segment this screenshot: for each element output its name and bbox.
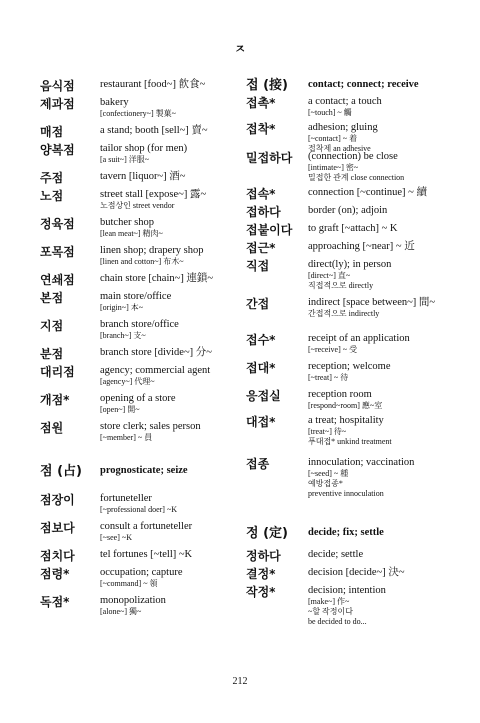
definition-text: branch store/office <box>100 319 179 330</box>
headword: 음식점 <box>40 79 75 93</box>
definition-text: agency; commercial agent <box>100 365 211 376</box>
dictionary-entry <box>40 124 236 140</box>
definition-text: tavern [liquor~] 酒~ <box>100 171 186 182</box>
headword: 정육점 <box>40 217 75 231</box>
definition-text: chain store [chain~] 連鎖~ <box>100 273 214 284</box>
definition-text: decide; fix; settle <box>308 527 384 538</box>
headword: 독점* <box>40 595 70 609</box>
section-heading <box>246 78 451 94</box>
definition-note: [branch~] 支~ <box>100 331 146 340</box>
definition-note: [agency~] 代理~ <box>100 377 155 386</box>
headword: 정 (定) <box>246 526 288 541</box>
definition-note: [~command] ~ 領 <box>100 579 158 588</box>
headword: 직접 <box>246 259 270 273</box>
headword: 접촉* <box>246 96 276 110</box>
definition-text: decision [decide~] 決~ <box>308 567 405 578</box>
definition-text: indirect [space between~] 間~ <box>308 297 436 308</box>
definition-note: [open~] 開~ <box>100 405 140 414</box>
definition-note: [~contact] ~ 着 <box>308 134 358 143</box>
dictionary-entry <box>246 360 451 383</box>
definition-note: [intimate~] 密~ <box>308 163 359 172</box>
dictionary-entry <box>246 204 451 220</box>
definition-text: linen shop; drapery shop <box>100 245 204 256</box>
headword: 접속* <box>246 187 276 201</box>
definition <box>308 388 451 411</box>
definition-text: butcher shop <box>100 217 154 228</box>
headword: 간접 <box>246 297 270 311</box>
definition-text: innoculation; vaccination <box>308 457 415 468</box>
definition-note: [origin~] 本~ <box>100 303 144 312</box>
definition <box>100 520 236 543</box>
definition-text: direct(ly); in person <box>308 259 392 270</box>
definition <box>308 332 451 355</box>
definition <box>308 548 451 564</box>
dictionary-entry <box>246 150 451 183</box>
page-header-letter: ㅈ <box>234 42 246 56</box>
definition-text: reception room <box>308 389 372 400</box>
headword: 정하다 <box>246 549 281 563</box>
definition-note: [respond~room] 應~室 <box>308 401 383 410</box>
dictionary-entry <box>40 520 236 543</box>
dictionary-entry <box>40 318 236 341</box>
definition-note: [~member] ~ 員 <box>100 433 153 442</box>
definition-text: receipt of an application <box>308 333 410 344</box>
definition <box>100 78 236 94</box>
definition <box>308 150 451 183</box>
definition <box>100 464 236 480</box>
headword: 점보다 <box>40 521 75 535</box>
definition <box>308 204 451 220</box>
dictionary-entry <box>246 332 451 355</box>
headword: 양복점 <box>40 143 75 157</box>
dictionary-entry <box>40 244 236 267</box>
headword: 분점 <box>40 347 64 361</box>
definition-text: occupation; capture <box>100 567 183 578</box>
definition-text: decision; intention <box>308 585 386 596</box>
definition-text: border (on); adjoin <box>308 205 388 216</box>
definition <box>308 296 451 319</box>
headword: 점치다 <box>40 549 75 563</box>
definition-text: approaching [~near] ~ 近 <box>308 241 415 252</box>
definition-text: restaurant [food~] 飮食~ <box>100 79 206 90</box>
headword: 포목점 <box>40 245 75 259</box>
dictionary-entry <box>40 364 236 387</box>
headword: 접붙이다 <box>246 223 293 237</box>
definition <box>100 566 236 589</box>
headword: 대접* <box>246 415 276 429</box>
definition <box>308 584 451 627</box>
dictionary-entry <box>40 216 236 239</box>
page-number: 212 <box>232 676 248 687</box>
definition-note: 밀접한 관계 close connection <box>308 173 405 182</box>
definition <box>100 364 236 387</box>
headword: 제과점 <box>40 97 75 111</box>
headword: 연쇄점 <box>40 273 75 287</box>
definition-note: [~see] ~K <box>100 533 132 542</box>
headword: 점원 <box>40 421 64 435</box>
definition <box>100 142 236 165</box>
dictionary-entry <box>246 258 451 291</box>
definition <box>308 456 451 499</box>
headword: 지점 <box>40 319 64 333</box>
dictionary-entry <box>40 170 236 186</box>
definition-text: connection [~continue] ~ 續 <box>308 187 427 198</box>
definition-note: [lean meat~] 精肉~ <box>100 229 163 238</box>
dictionary-entry <box>246 584 451 627</box>
dictionary-entry <box>40 594 236 617</box>
definition <box>308 360 451 383</box>
dictionary-entry <box>246 240 451 256</box>
dictionary-entry <box>40 392 236 415</box>
definition-text: a stand; booth [sell~] 賣~ <box>100 125 208 136</box>
definition <box>308 95 451 118</box>
definition <box>308 414 451 447</box>
section-heading <box>40 464 236 480</box>
definition-text: store clerk; sales person <box>100 421 201 432</box>
dictionary-entry <box>40 346 236 362</box>
headword: 대리점 <box>40 365 75 379</box>
definition <box>100 548 236 564</box>
dictionary-entry <box>246 95 451 118</box>
definition <box>100 188 236 211</box>
definition <box>100 96 236 119</box>
headword: 접근* <box>246 241 276 255</box>
definition-note: 접착제 an adhesive <box>308 144 371 153</box>
definition-text: reception; welcome <box>308 361 391 372</box>
definition-note: be decided to do... <box>308 617 367 626</box>
dictionary-entry <box>246 456 451 499</box>
definition-text: adhesion; gluing <box>308 122 378 133</box>
headword: 접착* <box>246 122 276 136</box>
definition-text: bakery <box>100 97 129 108</box>
headword: 본점 <box>40 291 64 305</box>
definition-note: 노점상인 street vendor <box>100 201 175 210</box>
definition <box>308 526 451 542</box>
definition <box>100 346 236 362</box>
headword: 결정* <box>246 567 276 581</box>
definition <box>100 290 236 313</box>
dictionary-entry <box>246 296 451 319</box>
definition <box>100 492 236 515</box>
headword: 접대* <box>246 361 276 375</box>
definition-text: main store/office <box>100 291 172 302</box>
definition <box>100 392 236 415</box>
definition-note: preventive innoculation <box>308 489 384 498</box>
definition <box>308 186 451 202</box>
definition-text: monopolization <box>100 595 166 606</box>
definition-text: decide; settle <box>308 549 364 560</box>
headword: 접수* <box>246 333 276 347</box>
definition-note: [make~] 作~ <box>308 597 350 606</box>
dictionary-entry <box>40 96 236 119</box>
definition <box>308 222 451 238</box>
definition-note: [~touch] ~ 觸 <box>308 108 352 117</box>
headword: 접종 <box>246 457 270 471</box>
headword: 매점 <box>40 125 64 139</box>
dictionary-entry <box>246 388 451 411</box>
definition-text: contact; connect; receive <box>308 79 419 90</box>
definition-text: consult a fortuneteller <box>100 521 193 532</box>
headword: 점 (占) <box>40 464 82 479</box>
definition-note: 푸대접* unkind treatment <box>308 437 392 446</box>
dictionary-entry <box>246 222 451 238</box>
headword: 점장이 <box>40 493 75 507</box>
headword: 응접실 <box>246 389 281 403</box>
dictionary-entry <box>40 420 236 443</box>
definition <box>100 420 236 443</box>
dictionary-entry <box>40 548 236 564</box>
headword: 노점 <box>40 189 64 203</box>
headword: 밀접하다 <box>246 151 293 165</box>
dictionary-entry <box>246 186 451 202</box>
definition <box>100 318 236 341</box>
definition <box>308 566 451 582</box>
definition-note: [~professional doer] ~K <box>100 505 178 514</box>
definition <box>100 216 236 239</box>
definition-text: (connection) be close <box>308 151 398 162</box>
definition-text: opening of a store <box>100 393 176 404</box>
definition-text: to graft [~attach] ~ K <box>308 223 398 234</box>
definition <box>100 594 236 617</box>
definition-note: [confectionery~] 製菓~ <box>100 109 176 118</box>
definition <box>308 240 451 256</box>
definition-note: [~receive] ~ 受 <box>308 345 358 354</box>
definition-text: tailor shop (for men) <box>100 143 188 154</box>
definition-note: [~treat] ~ 待 <box>308 373 349 382</box>
definition-note: [alone~] 獨~ <box>100 607 142 616</box>
headword: 주점 <box>40 171 64 185</box>
dictionary-entry <box>246 566 451 582</box>
dictionary-entry <box>40 78 236 94</box>
definition-note: ~할 작정이다 <box>308 607 353 616</box>
definition-note: [~seed] ~ 種 <box>308 469 349 478</box>
dictionary-entry <box>246 548 451 564</box>
definition-note: [a suit~] 洋服~ <box>100 155 150 164</box>
dictionary-entry <box>246 414 451 447</box>
dictionary-entry <box>40 290 236 313</box>
headword: 접 (接) <box>246 78 288 93</box>
dictionary-entry <box>40 272 236 288</box>
section-heading <box>246 526 451 542</box>
definition-text: a treat; hospitality <box>308 415 384 426</box>
dictionary-entry <box>40 188 236 211</box>
definition <box>100 272 236 288</box>
headword: 작정* <box>246 585 276 599</box>
dictionary-entry <box>40 142 236 165</box>
definition-note: 직접적으로 directly <box>308 281 374 290</box>
definition-note: 간접적으로 indirectly <box>308 309 380 318</box>
definition-note: 예방접종* <box>308 479 343 488</box>
definition-text: prognosticate; seize <box>100 465 188 476</box>
dictionary-entry <box>40 492 236 515</box>
dictionary-entry <box>40 566 236 589</box>
headword: 접하다 <box>246 205 281 219</box>
definition-text: street stall [expose~] 露~ <box>100 189 207 200</box>
definition <box>308 258 451 291</box>
definition-text: tel fortunes [~tell] ~K <box>100 549 193 560</box>
definition <box>100 124 236 140</box>
definition-note: [direct~] 直~ <box>308 271 351 280</box>
definition-note: [treat~] 待~ <box>308 427 347 436</box>
definition <box>100 244 236 267</box>
definition-note: [linen and cotton~] 布木~ <box>100 257 184 266</box>
definition-text: a contact; a touch <box>308 96 382 107</box>
definition-text: fortuneteller <box>100 493 152 504</box>
headword: 개점* <box>40 393 70 407</box>
headword: 점령* <box>40 567 70 581</box>
definition-text: branch store [divide~] 分~ <box>100 347 212 358</box>
definition <box>100 170 236 186</box>
definition <box>308 78 451 94</box>
